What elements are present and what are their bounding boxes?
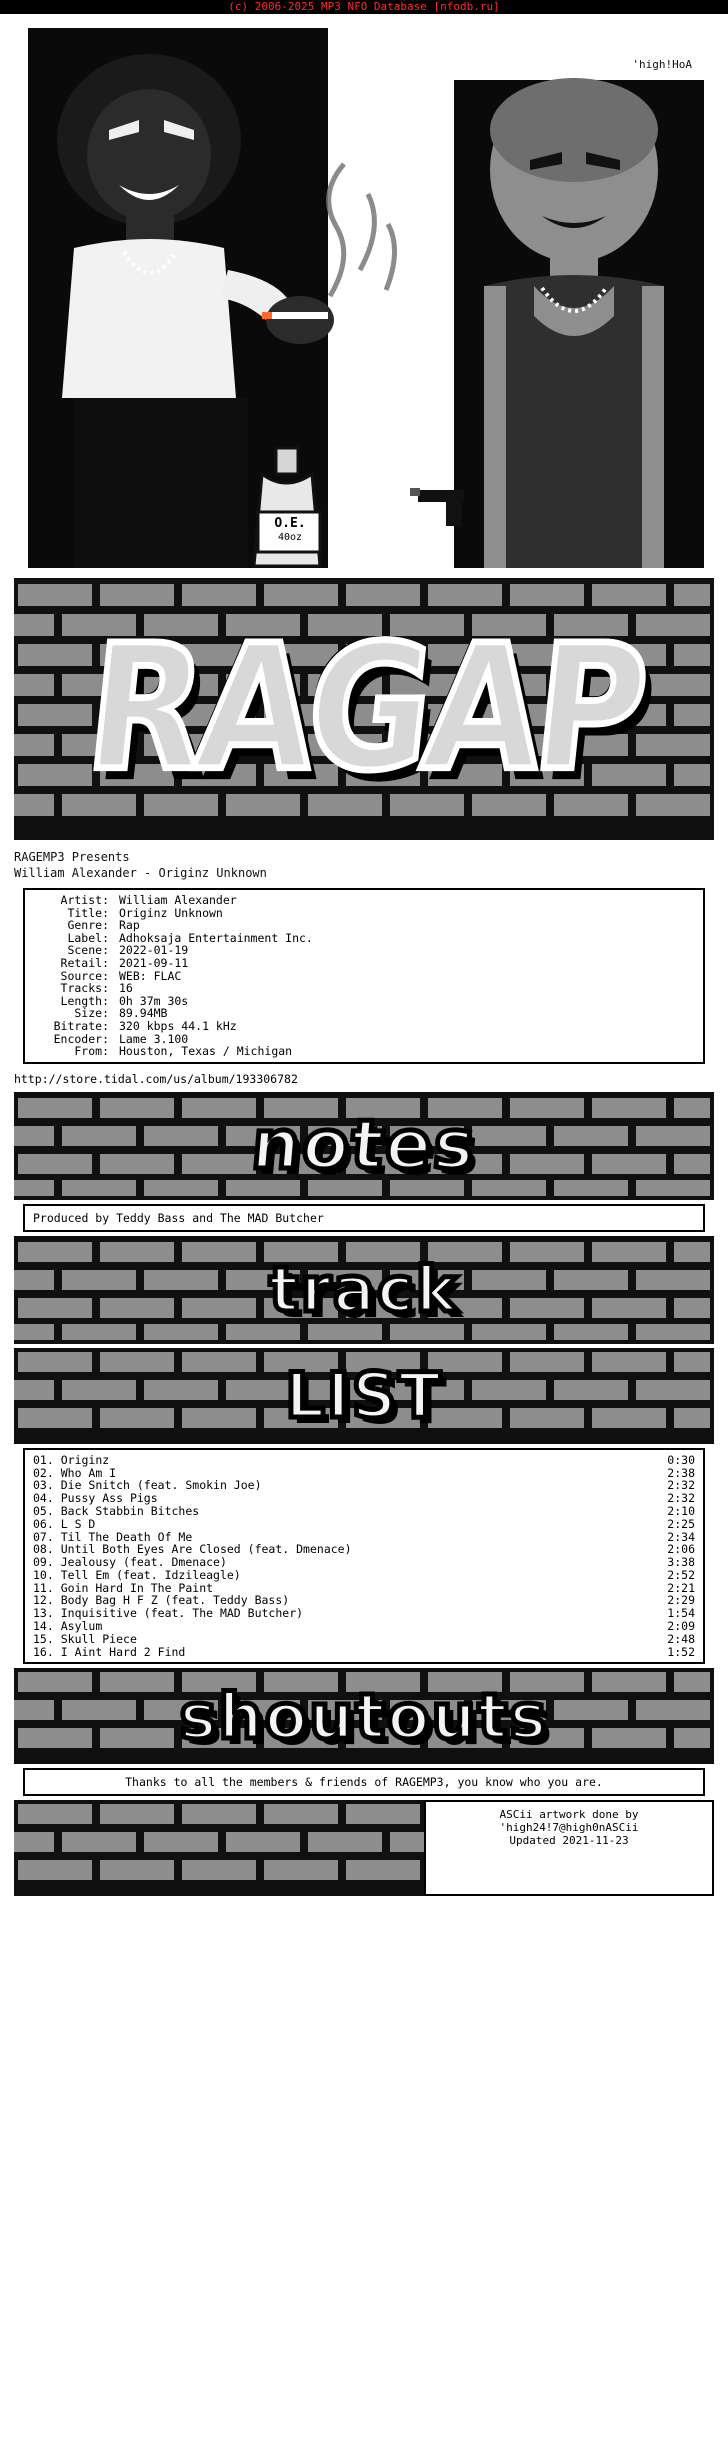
track-time: 2:21	[667, 1580, 695, 1595]
track-number: 01.	[33, 1452, 54, 1467]
info-key: Scene:	[67, 943, 109, 958]
info-key: Retail:	[60, 955, 109, 970]
info-value: 2021-09-11	[119, 955, 189, 970]
tracklist-wordmark-list	[14, 1348, 714, 1444]
track-number: 05.	[33, 1503, 54, 1518]
release-info-box	[23, 888, 705, 1064]
track-time: 2:52	[667, 1567, 695, 1582]
credits-box	[424, 1800, 714, 1896]
info-key: Label:	[67, 930, 109, 945]
ascii-artwork-header	[0, 14, 728, 574]
track-time: 3:38	[667, 1555, 695, 1570]
tracklist-box	[23, 1448, 705, 1665]
track-title: I Aint Hard 2 Find	[60, 1644, 186, 1659]
track-number: 12.	[33, 1593, 54, 1608]
track-time: 1:54	[667, 1606, 695, 1621]
track-title: Die Snitch (feat. Smokin Joe)	[60, 1478, 262, 1493]
info-value: Rap	[119, 918, 140, 933]
track-title: L S D	[60, 1516, 96, 1531]
info-key: Source:	[60, 968, 109, 983]
info-key: Size:	[74, 1006, 109, 1021]
credit-line-2: 'high24!7@high0nASCii	[499, 1821, 639, 1835]
info-value: 0h 37m 30s	[119, 993, 189, 1008]
info-value: Houston, Texas / Michigan	[119, 1044, 293, 1059]
track-title: Asylum	[60, 1619, 103, 1634]
track-number: 02.	[33, 1465, 54, 1480]
track-title: Inquisitive (feat. The MAD Butcher)	[60, 1606, 304, 1621]
track-row	[33, 1454, 695, 1467]
info-value: 16	[119, 981, 133, 996]
shoutouts-banner	[14, 1668, 714, 1764]
track-number: 07.	[33, 1529, 54, 1544]
track-time: 2:09	[667, 1619, 695, 1634]
track-time: 2:06	[667, 1542, 695, 1557]
track-row	[33, 1505, 695, 1518]
shoutouts-wordmark	[14, 1668, 714, 1764]
track-time: 2:32	[667, 1478, 695, 1493]
rap-wordmark	[14, 578, 714, 840]
track-time: 0:30	[667, 1452, 695, 1467]
notes-wordmark-text: notes	[248, 1106, 480, 1186]
presents-line: RAGEMP3 Presents	[14, 850, 130, 864]
track-title: Body Bag H F Z (feat. Teddy Bass)	[60, 1593, 290, 1608]
track-number: 10.	[33, 1567, 54, 1582]
info-row	[31, 1045, 697, 1058]
tracklist-wordmark-track	[14, 1236, 714, 1344]
ragemp3-logo-banner	[14, 1800, 424, 1896]
album-line: William Alexander - Originz Unknown	[14, 866, 267, 880]
info-value: Adhoksaja Entertainment Inc.	[119, 930, 313, 945]
track-title: Til The Death Of Me	[60, 1529, 193, 1544]
track-number: 03.	[33, 1478, 54, 1493]
track-time: 2:32	[667, 1491, 695, 1506]
artwork-tagline: 'high!HoA	[632, 58, 692, 71]
track-title: Back Stabbin Bitches	[60, 1503, 200, 1518]
tracklist-banner-2	[14, 1348, 714, 1444]
track-time: 2:38	[667, 1465, 695, 1480]
info-key: Tracks:	[60, 981, 109, 996]
track-time: 2:48	[667, 1631, 695, 1646]
notes-text-box	[23, 1204, 705, 1232]
info-value: Originz Unknown	[119, 905, 223, 920]
track-number: 04.	[33, 1491, 54, 1506]
bottom-spacer	[0, 1896, 728, 1904]
info-key: From:	[74, 1044, 109, 1059]
bottle-label-line1: O.E.	[274, 516, 306, 531]
track-title: Jealousy (feat. Dmenace)	[60, 1555, 227, 1570]
credit-line-1: ASCii artwork done by	[499, 1808, 639, 1822]
info-value: 2022-01-19	[119, 943, 189, 958]
shoutouts-wordmark-text: shoutouts	[179, 1679, 549, 1753]
track-title: Tell Em (feat. Idzileagle)	[60, 1567, 241, 1582]
info-key: Title:	[67, 905, 109, 920]
track-title: Until Both Eyes Are Closed (feat. Dmenace)	[60, 1542, 352, 1557]
track-number: 15.	[33, 1631, 54, 1646]
track-title: Skull Piece	[60, 1631, 137, 1646]
track-number: 09.	[33, 1555, 54, 1570]
info-value: William Alexander	[119, 893, 237, 907]
track-title: Who Am I	[60, 1465, 117, 1480]
track-title: Goin Hard In The Paint	[60, 1580, 214, 1595]
info-value: WEB: FLAC	[119, 968, 182, 983]
shoutouts-text: Thanks to all the members & friends of RAGEMP3, you know who you are.	[125, 1775, 603, 1790]
artwork-frame	[14, 20, 714, 568]
track-number: 16.	[33, 1644, 54, 1659]
track-number: 08.	[33, 1542, 54, 1557]
track-time: 2:29	[667, 1593, 695, 1608]
track-number: 13.	[33, 1606, 54, 1621]
info-key: Genre:	[67, 918, 109, 933]
tracklist-wordmark-track-text: track	[268, 1253, 460, 1327]
track-time: 2:10	[667, 1503, 695, 1518]
track-row	[33, 1646, 695, 1659]
shoutouts-text-box	[23, 1768, 705, 1796]
tracklist-banner-1	[14, 1236, 714, 1344]
site-banner: (c) 2006-2025 MP3 NFO Database [nfodb.ru]	[0, 0, 728, 14]
rap-graffiti-banner	[14, 578, 714, 840]
notes-banner	[14, 1092, 714, 1200]
info-key: Bitrate:	[53, 1018, 109, 1033]
track-time: 2:25	[667, 1516, 695, 1531]
info-value: Lame 3.100	[119, 1031, 189, 1046]
store-url[interactable]: http://store.tidal.com/us/album/193306782	[14, 1071, 298, 1086]
info-key: Length:	[60, 993, 109, 1008]
info-key: Encoder:	[53, 1031, 109, 1046]
track-row	[33, 1607, 695, 1620]
tracklist-wordmark-list-text: LIST	[285, 1359, 443, 1433]
artwork-svg	[14, 20, 714, 568]
notes-text: Produced by Teddy Bass and The MAD Butcher	[33, 1210, 324, 1225]
track-time: 1:52	[667, 1644, 695, 1659]
credit-line-3: Updated 2021-11-23	[509, 1834, 629, 1848]
track-title: Pussy Ass Pigs	[60, 1491, 158, 1506]
footer	[14, 1800, 714, 1896]
track-time: 2:34	[667, 1529, 695, 1544]
info-key: Artist:	[60, 893, 109, 907]
track-number: 11.	[33, 1580, 54, 1595]
track-number: 06.	[33, 1516, 54, 1531]
bottle-label-line2: 40oz	[277, 532, 303, 543]
info-value: 89.94MB	[119, 1006, 168, 1021]
info-value: 320 kbps 44.1 kHz	[119, 1018, 237, 1033]
rap-wordmark-text: RAGAP	[78, 608, 650, 810]
brick-background	[14, 1800, 424, 1896]
notes-wordmark	[14, 1092, 714, 1200]
track-title: Originz	[60, 1452, 110, 1467]
track-number: 14.	[33, 1619, 54, 1634]
